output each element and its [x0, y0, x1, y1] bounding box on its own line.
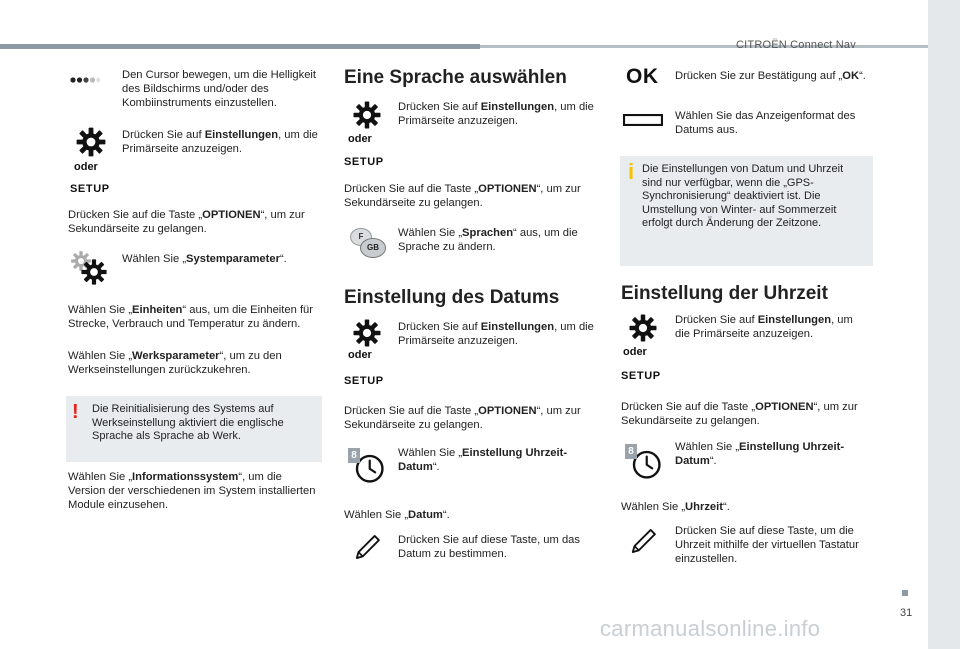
info-icon: i — [628, 159, 635, 184]
system-params-instruction: Wählen Sie „Systemparameter“. — [122, 253, 287, 265]
clock-settings-icon — [624, 442, 664, 482]
brand-header: CITROËN Connect Nav — [736, 39, 856, 51]
date-options-instruction: Drücken Sie auf die Taste „OPTIONEN“, um zur Sekundärseite zu gelangen. — [344, 405, 581, 431]
time-clock-instruction: Wählen Sie „Einstellung Uhrzeit-Datum“. — [675, 441, 845, 467]
page-marker — [902, 590, 908, 596]
clock-badge: 8 — [348, 448, 360, 463]
system-settings-gears-icon — [70, 250, 110, 286]
pencil-edit-icon — [626, 524, 660, 558]
format-bar-icon — [623, 114, 663, 126]
page-number: 31 — [900, 607, 913, 619]
time-options-instruction: Drücken Sie auf die Taste „OPTIONEN“, um zur Sekundärseite zu gelangen. — [621, 401, 858, 427]
date-section-title: Einstellung des Datums — [344, 287, 560, 308]
date-select-instruction: Wählen Sie „Datum“. — [344, 509, 450, 521]
settings-instruction: Drücken Sie auf Einstellungen, um die Primärseite anzuzeigen. — [122, 129, 318, 155]
time-section-title: Einstellung der Uhrzeit — [621, 283, 828, 304]
cursor-instruction: Den Cursor bewegen, um die Helligkeit des Bildschirms und/oder des Kombiinstruments einzustellen. — [122, 69, 317, 109]
time-select-instruction: Wählen Sie „Uhrzeit“. — [621, 501, 730, 513]
info-note — [620, 156, 873, 266]
settings-gear-icon — [352, 100, 382, 130]
setup-button-label: SETUP — [344, 375, 384, 387]
date-settings-instruction: Drücken Sie auf Einstellungen, um die Primärseite anzuzeigen. — [398, 321, 594, 347]
date-clock-instruction: Wählen Sie „Einstellung Uhrzeit-Datum“. — [398, 447, 568, 473]
or-label: oder — [348, 349, 372, 361]
sysinfo-instruction: Wählen Sie „Informationssystem“, um die Version der verschiedenen im System installierten Module einzusehen. — [68, 471, 316, 511]
or-label: oder — [623, 346, 647, 358]
header-rule — [0, 44, 480, 49]
clock-settings-icon — [347, 446, 387, 486]
setup-button-label: SETUP — [621, 370, 661, 382]
setup-button-label: SETUP — [344, 156, 384, 168]
units-instruction: Wählen Sie „Einheiten“ aus, um die Einheiten für Strecke, Verbrauch und Temperatur zu ändern. — [68, 304, 313, 330]
or-label: oder — [348, 133, 372, 145]
flag-f: F — [350, 228, 372, 246]
or-label: oder — [74, 161, 98, 173]
language-flags-icon — [350, 228, 386, 262]
warning-note — [66, 396, 322, 462]
time-settings-instruction: Drücken Sie auf Einstellungen, um die Primärseite anzuzeigen. — [675, 314, 853, 340]
ok-instruction: Drücken Sie zur Bestätigung auf „OK“. — [675, 70, 866, 82]
date-pencil-instruction: Drücken Sie auf diese Taste, um das Datum zu bestimmen. — [398, 534, 580, 560]
format-instruction: Wählen Sie das Anzeigenformat des Datums aus. — [675, 110, 856, 136]
lang-settings-instruction: Drücken Sie auf Einstellungen, um die Primärseite anzuzeigen. — [398, 101, 594, 127]
warning-icon: ! — [72, 401, 79, 423]
pencil-edit-icon — [350, 530, 384, 564]
setup-button-label: SETUP — [70, 183, 110, 195]
header-rule-light — [480, 45, 928, 48]
ok-button-label: OK — [626, 65, 659, 88]
lang-select-instruction: Wählen Sie „Sprachen“ aus, um die Sprache zu ändern. — [398, 227, 578, 253]
flag-gb: GB — [360, 238, 386, 258]
warning-text: Die Reinitialisierung des Systems auf Werkseinstellung aktiviert die englische Sprache als Sprache ab Werk. — [92, 403, 284, 442]
cursor-dots-icon — [70, 74, 100, 86]
language-section-title: Eine Sprache auswählen — [344, 67, 567, 88]
settings-gear-icon — [75, 126, 107, 158]
side-margin-strip — [928, 0, 960, 649]
clock-badge: 8 — [625, 444, 637, 459]
time-pencil-instruction: Drücken Sie auf diese Taste, um die Uhrzeit mithilfe der virtuellen Tastatur einzustellen. — [675, 525, 859, 565]
settings-gear-icon — [352, 318, 382, 348]
watermark: carmanualsonline.info — [600, 616, 821, 641]
settings-gear-icon — [628, 313, 658, 343]
options-instruction: Drücken Sie auf die Taste „OPTIONEN“, um zur Sekundärseite zu gelangen. — [68, 209, 305, 235]
info-text: Die Einstellungen von Datum und Uhrzeit sind nur verfügbar, wenn die „GPS-Synchronisierung“ deaktiviert ist. Die Umstellung von Winter- auf Sommerzeit erfolgt durch Änderung der Zeitzone. — [642, 163, 844, 229]
factory-instruction: Wählen Sie „Werksparameter“, um zu den Werkseinstellungen zurückzukehren. — [68, 350, 282, 376]
lang-options-instruction: Drücken Sie auf die Taste „OPTIONEN“, um zur Sekundärseite zu gelangen. — [344, 183, 581, 209]
